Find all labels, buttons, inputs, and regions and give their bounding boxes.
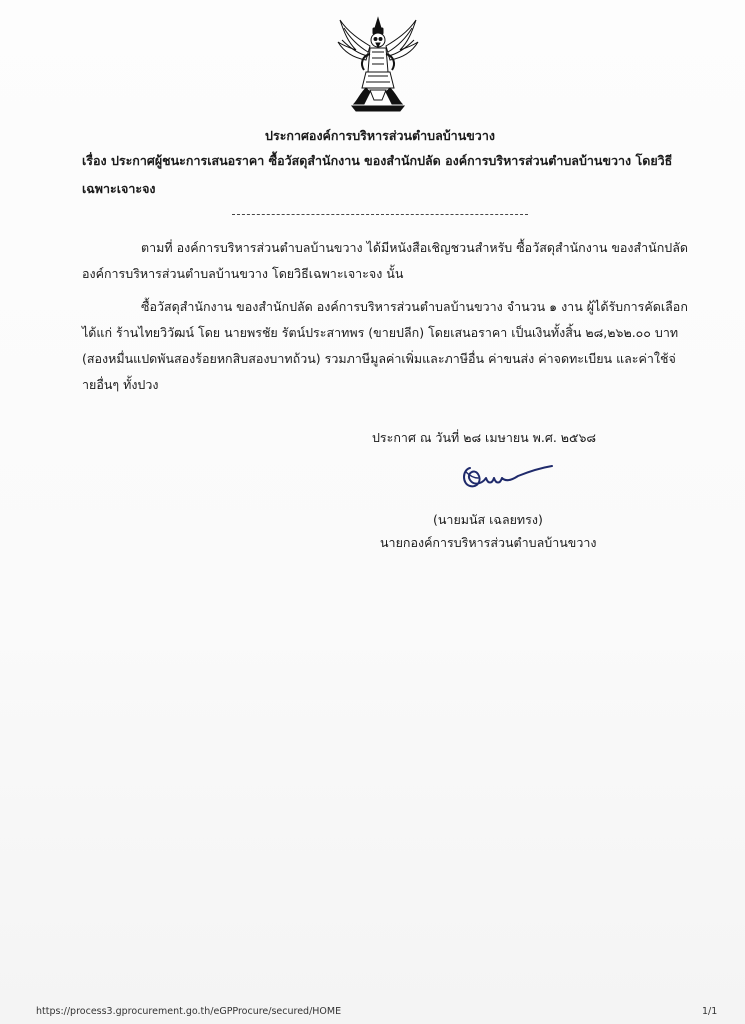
paragraph-1-line-2: องค์การบริหารส่วนตำบลบ้านขวาง โดยวิธีเฉพาะเจาะจง นั้น — [82, 266, 404, 281]
paragraph-2-line-2: ได้แก่ ร้านไทยวิวัฒน์ โดย นายพรชัย รัตน์ประสาทพร (ขายปลีก) โดยเสนอราคา เป็นเงินทั้งสิ้น ๒๘,๒๖๒.๐๐ บาท — [82, 325, 679, 340]
paragraph-2-line-3: (สองหมื่นแปดพันสองร้อยหกสิบสองบาทถ้วน) รวมภาษีมูลค่าเพิ่มและภาษีอื่น ค่าขนส่ง ค่าจดทะเบียน และค่าใช้จ่ — [82, 351, 676, 366]
subject-line-1: เรื่อง ประกาศผู้ชนะการเสนอราคา ซื้อวัสดุสำนักงาน ของสำนักปลัด องค์การบริหารส่วนตำบลบ้านขวาง โดยวิธี — [82, 153, 673, 168]
paragraph-2-line-1: ซื้อวัสดุสำนักงาน ของสำนักปลัด องค์การบริหารส่วนตำบลบ้านขวาง จำนวน ๑ งาน ผู้ได้รับการคัดเลือก — [141, 299, 688, 314]
page-number: 1/1 — [702, 1006, 718, 1017]
garuda-emblem-icon — [330, 14, 426, 114]
divider — [232, 214, 528, 215]
paragraph-1-line-1: ตามที่ องค์การบริหารส่วนตำบลบ้านขวาง ได้มีหนังสือเชิญชวนสำหรับ ซื้อวัสดุสำนักงาน ของสำนักปลัด — [141, 240, 688, 255]
footer-url[interactable]: https://process3.gprocurement.go.th/eGPProcure/secured/HOME — [36, 1006, 342, 1017]
signer-title: นายกองค์การบริหารส่วนตำบลบ้านขวาง — [380, 535, 597, 550]
paragraph-2-line-4: ายอื่นๆ ทั้งปวง — [82, 377, 159, 392]
announcement-title: ประกาศองค์การบริหารส่วนตำบลบ้านขวาง — [265, 128, 495, 143]
announce-date: ประกาศ ณ วันที่ ๒๘ เมษายน พ.ศ. ๒๕๖๘ — [372, 430, 597, 445]
signer-name: (นายมนัส เฉลยทรง) — [433, 512, 543, 527]
signature-image — [456, 454, 556, 500]
subject-line-2: เฉพาะเจาะจง — [82, 181, 156, 196]
